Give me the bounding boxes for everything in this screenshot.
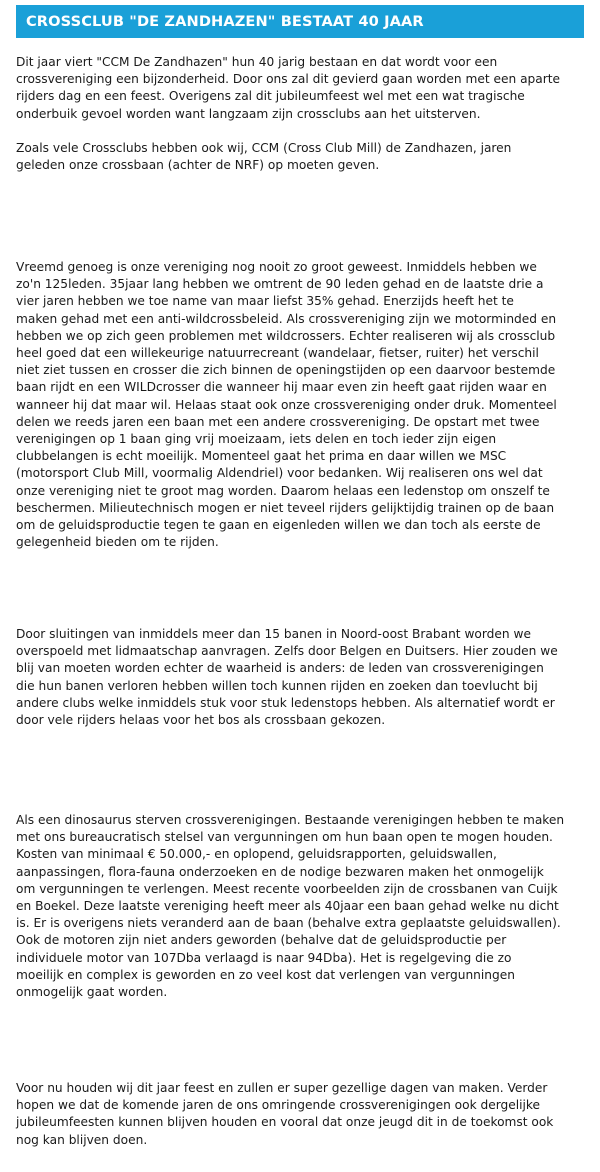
article-title: CROSSCLUB "DE ZANDHAZEN" BESTAAT 40 JAAR xyxy=(26,13,424,30)
paragraph-lost-track: Zoals vele Crossclubs hebben ook wij, CCM (Cross Club Mill) de Zandhazen, jaren geleden onze crossbaan (achter de NRF) op moeten geven. xyxy=(16,141,512,173)
paragraph-closing: Voor nu houden wij dit jaar feest en zullen er super gezellige dagen van maken. Verder hopen we dat de komende jaren de ons omringende crossverenigingen ook dergelijke jubileumfeesten kunnen blijven houden en vooral dat onze jeugd dit in de toekomst ook nog kan blijven doen. xyxy=(16,1081,554,1147)
paragraph-permits-bureaucracy: Als een dinosaurus sterven crossverenigingen. Bestaande verenigingen hebben te maken met ons bureaucratisch stelsel van vergunningen om hun baan open te mogen houden. Kosten van minimaal € 50.000,- en oplopend, geluidsrapporten, geluidswallen, aanpassingen, flora-fauna onderzoeken en de nodige bezwaren maken het onmogelijk om vergunningen te verlengen. Meest recente voorbeelden zijn de crossbanen van Cuijk en Boekel. Deze laatste vereniging heeft meer als 40jaar een baan gehad welke nu dicht is. Er is overigens niets veranderd aan de baan (behalve extra geplaatste geluidswallen). Ook de motoren zijn niet anders geworden (behalve dat de geluidsproductie per individuele motor van 107Dba verlaagd is naar 94Dba). Het is regelgeving die zo moeilijk en complex is geworden en zo veel kost dat verlengen van vergunningen onmogelijk gaat worden. xyxy=(16,813,565,1000)
paragraph-membership-growth: Vreemd genoeg is onze vereniging nog nooit zo groot geweest. Inmiddels hebben we zo'n 125leden. 35jaar lang hebben we omtrent de 90 leden gehad en de laatste drie a vier jaren hebben we toe name van maar liefst 35% gehad. Enerzijds heeft het te maken gehad met een anti-wildcrossbeleid. Als crossvereniging zijn we motorminded en hebben we op zich geen problemen met wildcrossers. Echter realiseren wij als crossclub heel goed dat een willekeurige natuurrecreant (wandelaar, fietser, ruiter) het verschil niet ziet tussen en crosser die zich binnen de openingstijden op een daarvoor bestemde baan rijdt en een WILDcrosser die wanneer hij maar even zin heeft gaat rijden waar en wanneer hij dat maar wil. Helaas staat ook onze crossvereniging onder druk. Momenteel delen we reeds jaren een baan met een andere crossvereniging. De opstart met twee verenigingen op 1 baan ging vrij moeizaam, iets delen en toch ieder zijn eigen clubbelangen is echt moeilijk. Momenteel gaat het prima en daar willen we MSC (motorsport Club Mill, voormalig Aldendriel) voor bedanken. Wij realiseren ons wel dat onze vereniging niet te groot mag worden. Daarom helaas een ledenstop om onszelf te beschermen. Milieutechnisch mogen er niet teveel rijders gelijktijdig trainen op de baan om de geluidsproductie tegen te gaan en eigenleden willen we dan toch als eerste de gelegenheid bieden om te rijden. xyxy=(16,260,557,550)
article-title-bar xyxy=(16,5,584,38)
paragraph-anniversary-intro: Dit jaar viert "CCM De Zandhazen" hun 40 jarig bestaan en dat wordt voor een crossvereniging een bijzonderheid. Door ons zal dit gevierd gaan worden met een aparte rijders dag en een feest. Overigens zal dit jubileumfeest wel met een wat tragische onderbuik gevoel worden want langzaam zijn crossclubs aan het uitsterven. xyxy=(16,55,561,121)
paragraph-track-closures: Door sluitingen van inmiddels meer dan 15 banen in Noord-oost Brabant worden we overspoeld met lidmaatschap aanvragen. Zelfs door Belgen en Duitsers. Hier zouden we blij van moeten worden echter de waarheid is anders: de leden van crossverenigingen die hun banen verloren hebben willen toch kunnen rijden en zoeken dan toevlucht bij andere clubs welke inmiddels stuk voor stuk ledenstops hebben. Als alternatief wordt er door vele rijders helaas voor het bos als crossbaan gekozen. xyxy=(16,627,558,728)
